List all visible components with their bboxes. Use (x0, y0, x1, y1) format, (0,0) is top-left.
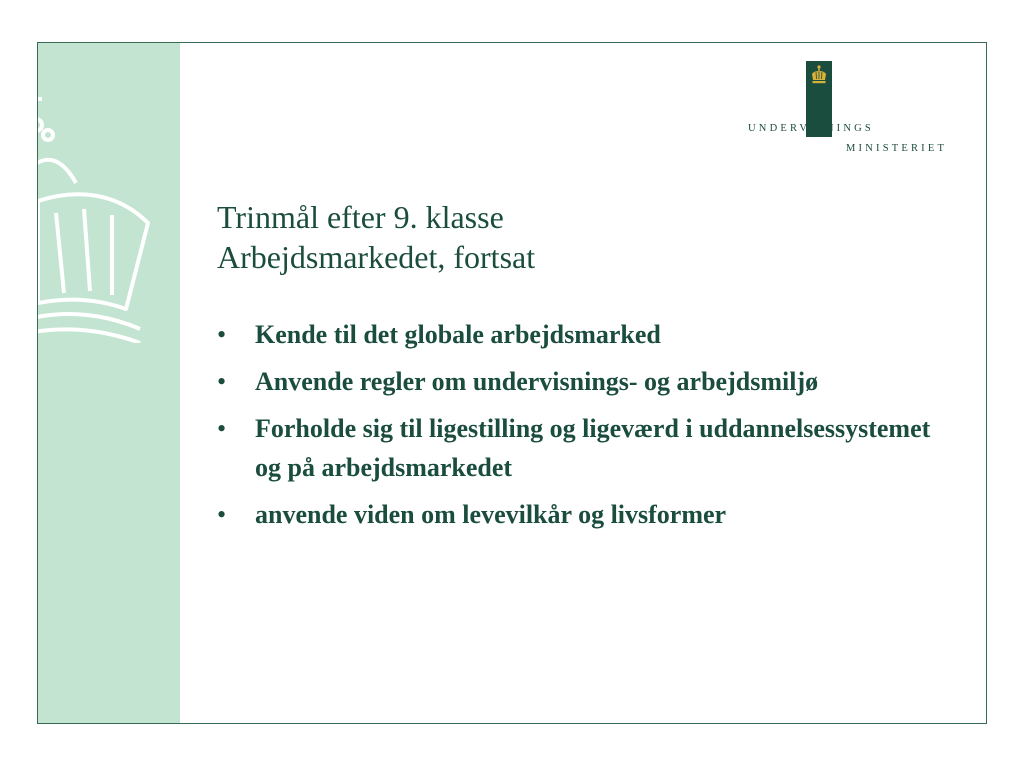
slide-title (217, 197, 917, 277)
bullet-item (217, 495, 957, 534)
bullet-list (217, 315, 957, 542)
bullet-item (217, 362, 957, 401)
logo-text-line-2: MINISTERIET (846, 143, 948, 154)
bullet-text: Forholde sig til ligestilling og ligeværd i uddannelsessystemet og på arbejdsmarkedet (255, 414, 931, 482)
bullet-dot-icon: • (217, 500, 227, 529)
bullet-dot-icon: • (217, 414, 227, 443)
sidebar-band (38, 43, 180, 723)
bullet-item (217, 409, 957, 487)
bullet-dot-icon: • (217, 367, 227, 396)
crown-icon (809, 65, 829, 85)
crown-outline-icon (37, 83, 158, 343)
bullet-dot-icon: • (217, 320, 227, 349)
slide-title-line-1: Trinmål efter 9. klasse (217, 199, 504, 235)
slide (37, 42, 987, 724)
bullet-item (217, 315, 957, 354)
bullet-text: anvende viden om levevilkår og livsformer (255, 500, 727, 529)
logo-text-line-1: UNDERVISNINGS (748, 123, 874, 134)
slide-title-line-2: Arbejdsmarkedet, fortsat (217, 239, 536, 275)
bullet-text: Anvende regler om undervisnings- og arbejdsmiljø (255, 367, 819, 396)
bullet-text: Kende til det globale arbejdsmarked (255, 320, 661, 349)
ministry-logo (748, 61, 978, 154)
